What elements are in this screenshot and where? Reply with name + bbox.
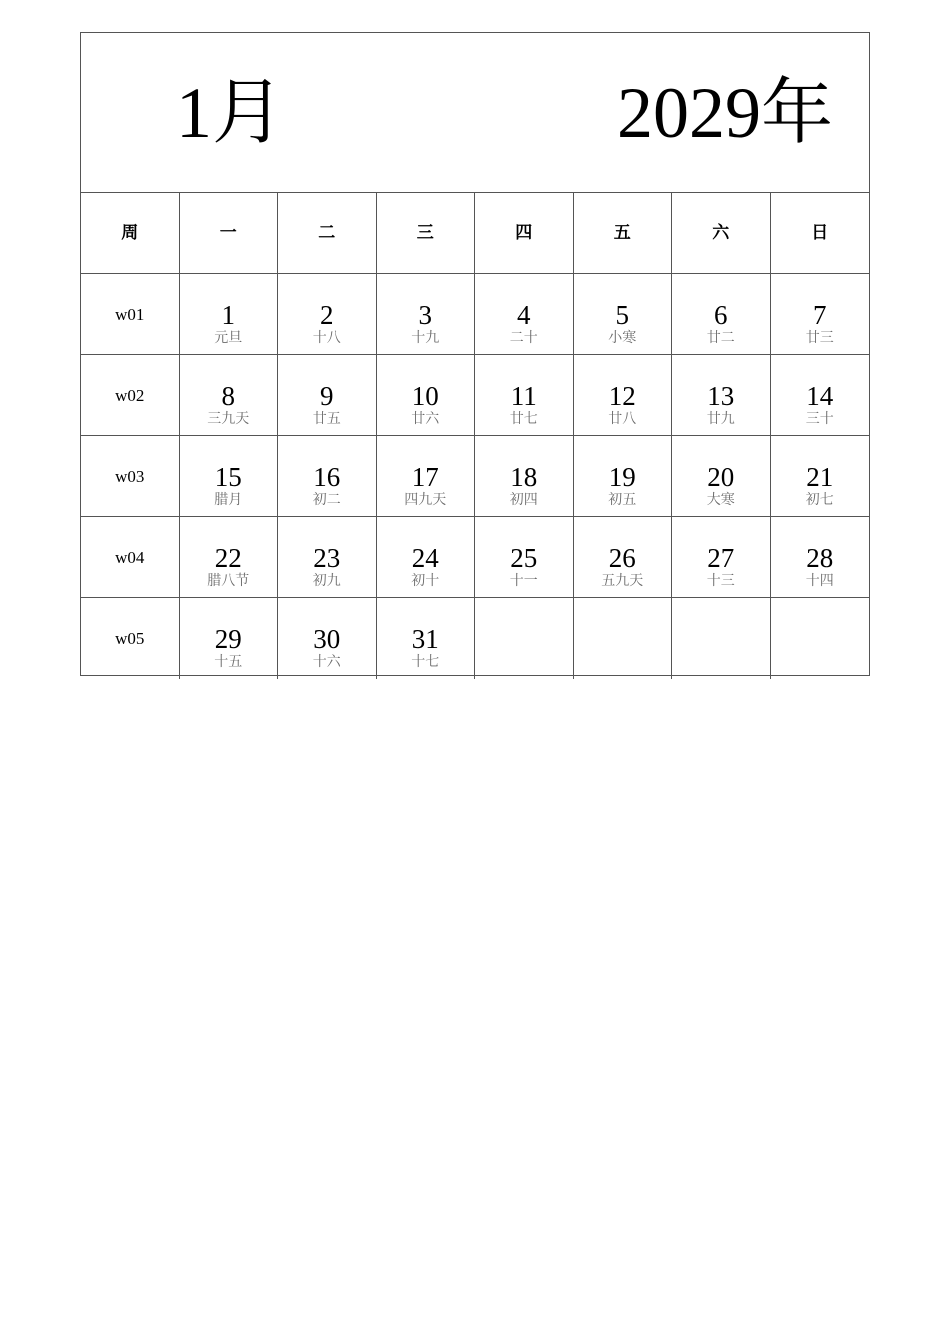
day-cell xyxy=(377,598,476,679)
day-cell-empty xyxy=(771,598,870,679)
day-number: 18 xyxy=(510,462,538,492)
week-label: w01 xyxy=(81,274,180,355)
day-number: 12 xyxy=(608,381,636,411)
day-number: 7 xyxy=(813,300,827,330)
day-cell xyxy=(771,436,870,517)
weekday-header-fri: 五 xyxy=(574,193,673,274)
day-cell xyxy=(574,436,673,517)
day-cell xyxy=(180,598,279,679)
lunar-date: 腊八节 xyxy=(207,573,250,589)
calendar-header xyxy=(81,33,869,193)
day-number: 26 xyxy=(608,543,636,573)
day-number: 23 xyxy=(313,543,341,573)
day-number xyxy=(475,598,573,624)
day-number: 30 xyxy=(313,624,341,654)
weekday-header-wed: 三 xyxy=(377,193,476,274)
day-number: 9 xyxy=(320,381,334,411)
month-title: 1月 xyxy=(176,73,285,153)
day-cell xyxy=(278,274,377,355)
day-cell xyxy=(278,598,377,679)
day-cell xyxy=(180,436,279,517)
day-number: 31 xyxy=(411,624,439,654)
day-cell-empty xyxy=(574,598,673,679)
day-cell xyxy=(672,355,771,436)
day-number: 25 xyxy=(510,543,538,573)
lunar-date: 二十 xyxy=(509,330,538,346)
day-number: 27 xyxy=(707,543,735,573)
lunar-date: 初九 xyxy=(312,573,341,589)
lunar-date: 五九天 xyxy=(601,573,644,589)
week-label: w02 xyxy=(81,355,180,436)
day-cell xyxy=(180,517,279,598)
day-number: 14 xyxy=(806,381,834,411)
day-cell xyxy=(475,436,574,517)
day-cell xyxy=(672,436,771,517)
day-cell xyxy=(475,274,574,355)
day-number: 21 xyxy=(806,462,834,492)
week-label: w05 xyxy=(81,598,180,679)
lunar-date: 十七 xyxy=(411,654,440,670)
day-cell xyxy=(574,517,673,598)
lunar-date: 十三 xyxy=(706,573,735,589)
lunar-date: 初五 xyxy=(608,492,637,508)
day-cell xyxy=(180,355,279,436)
lunar-date: 十八 xyxy=(312,330,341,346)
lunar-date: 廿二 xyxy=(706,330,735,346)
day-cell xyxy=(180,274,279,355)
day-number: 16 xyxy=(313,462,341,492)
day-number: 1 xyxy=(221,300,235,330)
weekday-header-thu: 四 xyxy=(475,193,574,274)
day-number: 15 xyxy=(214,462,242,492)
lunar-date: 四九天 xyxy=(404,492,447,508)
lunar-date: 十六 xyxy=(312,654,341,670)
day-cell xyxy=(475,355,574,436)
day-cell xyxy=(377,517,476,598)
lunar-date: 初七 xyxy=(805,492,834,508)
lunar-date: 廿五 xyxy=(312,411,341,427)
calendar-grid xyxy=(81,193,869,677)
day-number: 5 xyxy=(615,300,629,330)
day-cell-empty xyxy=(475,598,574,679)
lunar-date: 三九天 xyxy=(207,411,250,427)
lunar-date: 廿七 xyxy=(509,411,538,427)
lunar-date: 十九 xyxy=(411,330,440,346)
lunar-date: 初四 xyxy=(509,492,538,508)
day-cell xyxy=(377,274,476,355)
day-number xyxy=(574,598,672,624)
lunar-date: 三十 xyxy=(805,411,834,427)
lunar-date: 廿六 xyxy=(411,411,440,427)
day-cell xyxy=(377,355,476,436)
year-title: 2029年 xyxy=(616,73,833,153)
day-cell xyxy=(278,436,377,517)
day-number: 17 xyxy=(411,462,439,492)
lunar-date: 元旦 xyxy=(214,330,243,346)
day-number: 10 xyxy=(411,381,439,411)
lunar-date: 初二 xyxy=(312,492,341,508)
day-number: 22 xyxy=(214,543,242,573)
day-cell xyxy=(771,517,870,598)
day-cell xyxy=(771,274,870,355)
day-number: 19 xyxy=(608,462,636,492)
day-number xyxy=(672,598,770,624)
day-number: 8 xyxy=(221,381,235,411)
day-number xyxy=(771,598,870,624)
day-number: 28 xyxy=(806,543,834,573)
day-cell xyxy=(771,355,870,436)
weekday-header-mon: 一 xyxy=(180,193,279,274)
calendar xyxy=(80,32,870,676)
lunar-date: 小寒 xyxy=(608,330,637,346)
day-cell xyxy=(377,436,476,517)
day-cell xyxy=(672,274,771,355)
day-cell xyxy=(278,355,377,436)
day-cell xyxy=(278,517,377,598)
day-number: 20 xyxy=(707,462,735,492)
day-number: 13 xyxy=(707,381,735,411)
day-number: 11 xyxy=(510,381,537,411)
lunar-date: 初十 xyxy=(411,573,440,589)
day-number: 29 xyxy=(214,624,242,654)
day-cell xyxy=(574,274,673,355)
weekday-header-sat: 六 xyxy=(672,193,771,274)
lunar-date: 十一 xyxy=(509,573,538,589)
day-number: 3 xyxy=(418,300,432,330)
weekday-header-sun: 日 xyxy=(771,193,870,274)
day-number: 24 xyxy=(411,543,439,573)
weekday-header-tue: 二 xyxy=(278,193,377,274)
lunar-date: 腊月 xyxy=(214,492,243,508)
day-cell xyxy=(475,517,574,598)
week-label: w03 xyxy=(81,436,180,517)
week-label: w04 xyxy=(81,517,180,598)
lunar-date: 廿九 xyxy=(706,411,735,427)
day-number: 6 xyxy=(714,300,728,330)
day-cell xyxy=(574,355,673,436)
weekday-header-week: 周 xyxy=(81,193,180,274)
lunar-date: 十五 xyxy=(214,654,243,670)
lunar-date: 大寒 xyxy=(706,492,735,508)
lunar-date: 廿八 xyxy=(608,411,637,427)
day-number: 4 xyxy=(517,300,531,330)
lunar-date: 十四 xyxy=(805,573,834,589)
lunar-date: 廿三 xyxy=(805,330,834,346)
day-cell-empty xyxy=(672,598,771,679)
day-cell xyxy=(672,517,771,598)
day-number: 2 xyxy=(320,300,334,330)
